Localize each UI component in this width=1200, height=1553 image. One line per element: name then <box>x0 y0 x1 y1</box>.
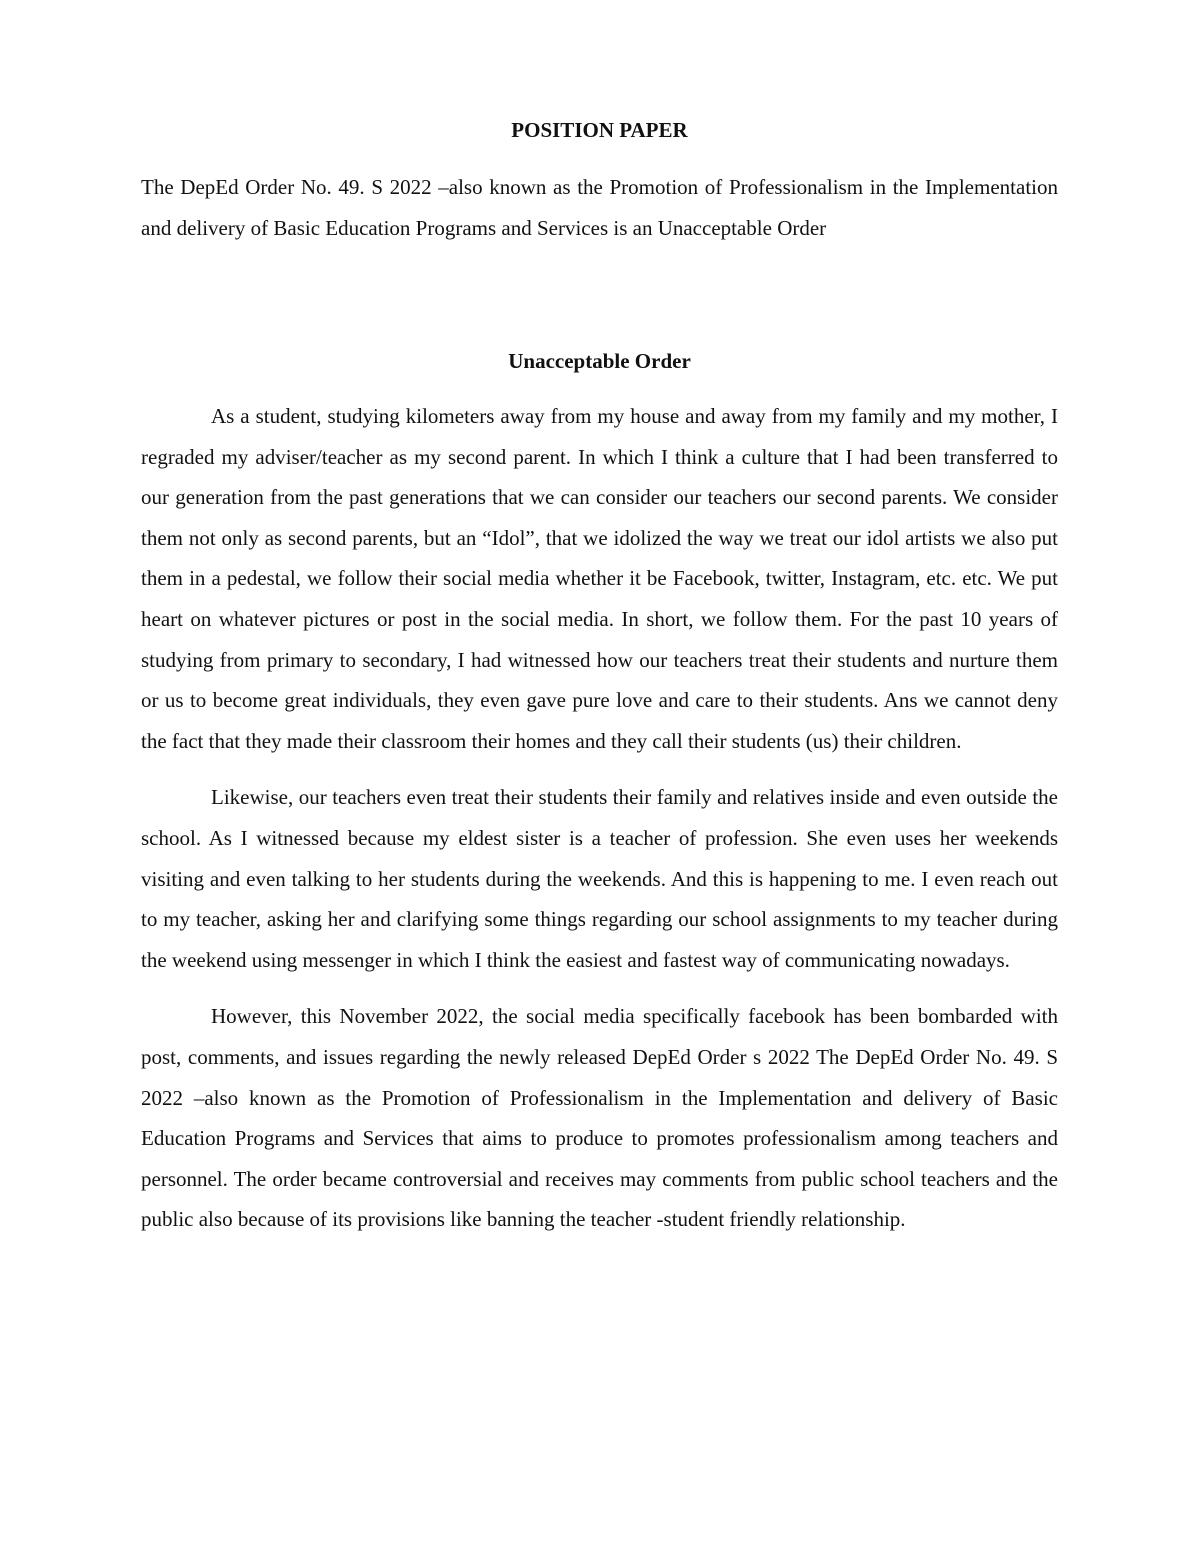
body-paragraph-2: Likewise, our teachers even treat their students their family and relatives inside and even outside the school. As I witnessed because my eldest sister is a teacher of profession. She even uses her weekends visiting and even talking to her students during the weekends. And this is happening to me. I even reach out to my teacher, asking her and clarifying some things regarding our school assignments to my teacher during the weekend using messenger in which I think the easiest and fastest way of communicating nowadays. <box>141 785 1058 972</box>
body-paragraph-3: However, this November 2022, the social media specifically facebook has been bombarded with post, comments, and issues regarding the newly released DepEd Order s 2022 The DepEd Order No. 49. S 2022 –also known as the Promotion of Professionalism in the Implementation and delivery of Basic Education Programs and Services that aims to produce to promotes professionalism among teachers and personnel. The order became controversial and receives may comments from public school teachers and the public also because of its provisions like banning the teacher -student friendly relationship. <box>141 1004 1058 1232</box>
section-heading: Unacceptable Order <box>508 349 691 373</box>
document-title: POSITION PAPER <box>511 118 688 142</box>
body-paragraph-1: As a student, studying kilometers away from my house and away from my family and my mother, I regraded my adviser/teacher as my second parent. In which I think a culture that I had been transferred to our generation from the past generations that we can consider our teachers our second parents. We consider them not only as second parents, but an “Idol”, that we idolized the way we treat our idol artists we also put them in a pedestal, we follow their social media whether it be Facebook, twitter, Instagram, etc. etc. We put heart on whatever pictures or post in the social media. In short, we follow them. For the past 10 years of studying from primary to secondary, I had witnessed how our teachers treat their students and nurture them or us to become great individuals, they even gave pure love and care to their students. Ans we cannot deny the fact that they made their classroom their homes and they call their students (us) their children. <box>141 404 1058 753</box>
document-page <box>141 110 1058 1256</box>
intro-statement: The DepEd Order No. 49. S 2022 –also known as the Promotion of Professionalism in the Implementation and delivery of Basic Education Programs and Services is an Unacceptable Order <box>141 175 1058 240</box>
